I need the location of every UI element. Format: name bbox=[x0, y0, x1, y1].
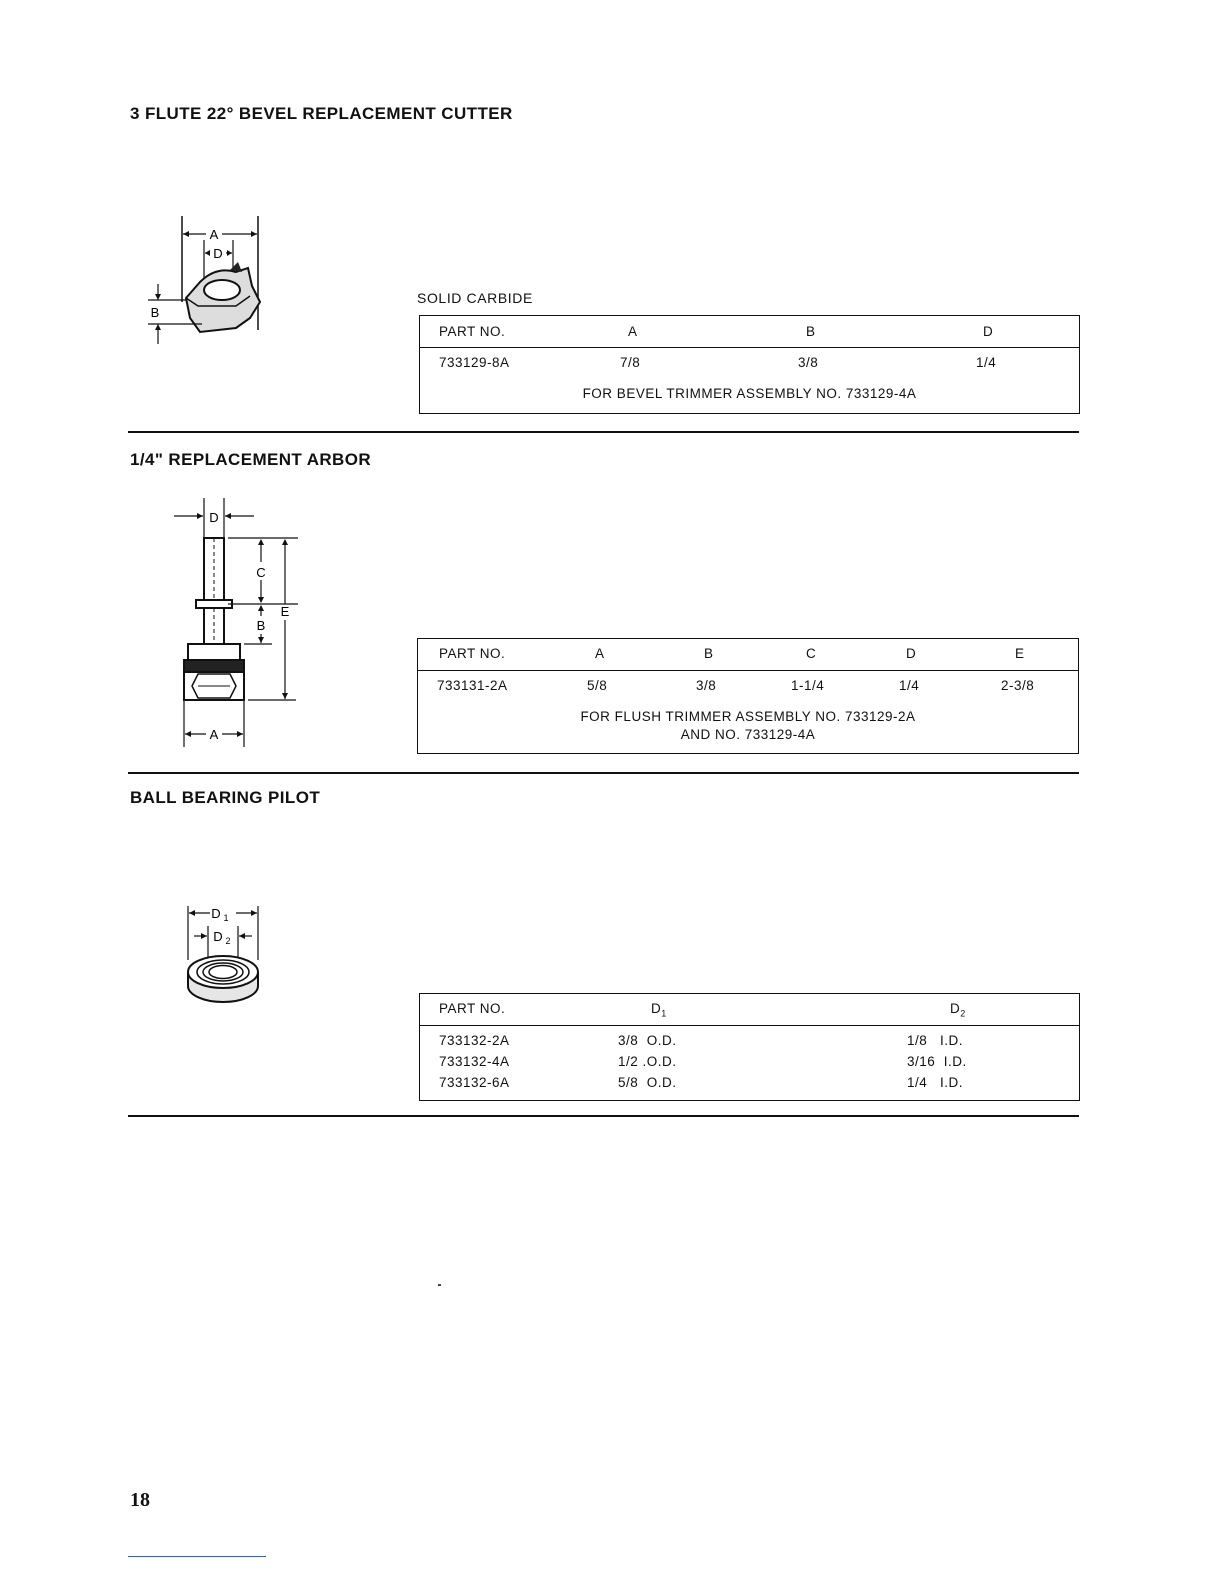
header-d1-letter: D bbox=[651, 1001, 662, 1016]
header-d2-letter: D bbox=[950, 1001, 961, 1016]
table-header bbox=[418, 639, 1078, 671]
pilot-dim-d2: D bbox=[213, 929, 223, 944]
cutter-dim-d: D bbox=[213, 246, 223, 261]
arbor-section-title: 1/4" REPLACEMENT ARBOR bbox=[130, 450, 372, 469]
cell-a: 5/8 bbox=[587, 678, 608, 693]
arbor-note-line1: FOR FLUSH TRIMMER ASSEMBLY NO. 733129-2A bbox=[580, 709, 916, 724]
header-c: C bbox=[806, 646, 817, 661]
header-d1 bbox=[651, 1001, 667, 1019]
table-row-1-d1: 3/8 O.D. bbox=[618, 1033, 677, 1048]
cell-d: 1/4 bbox=[976, 355, 997, 370]
arbor-dim-e: E bbox=[280, 604, 290, 619]
cell-b: 3/8 bbox=[798, 355, 819, 370]
pilot-section-title: BALL BEARING PILOT bbox=[130, 788, 321, 807]
header-d1-subscript: 1 bbox=[661, 1008, 667, 1019]
arbor-diagram bbox=[168, 492, 308, 752]
pilot-diagram bbox=[178, 900, 278, 1010]
arbor-note-line2: AND NO. 733129-4A bbox=[680, 727, 816, 742]
header-a: A bbox=[628, 324, 638, 339]
header-part-no: PART NO. bbox=[439, 324, 506, 339]
cutter-caption: SOLID CARBIDE bbox=[417, 290, 533, 306]
cutter-dim-a: A bbox=[209, 227, 219, 242]
header-e: E bbox=[1015, 646, 1025, 661]
cell-a: 7/8 bbox=[620, 355, 641, 370]
arbor-table bbox=[417, 638, 1079, 754]
section-divider bbox=[128, 1115, 1079, 1117]
pilot-dim-d1-sub: 1 bbox=[223, 913, 229, 923]
pilot-table bbox=[419, 993, 1080, 1101]
table-row-3-part-no: 733132-6A bbox=[439, 1075, 510, 1090]
cutter-diagram bbox=[140, 210, 280, 350]
header-d: D bbox=[983, 324, 994, 339]
arbor-dim-b: B bbox=[256, 618, 266, 633]
table-row-2-d1: 1/2 .O.D. bbox=[618, 1054, 677, 1069]
cell-d: 1/4 bbox=[899, 678, 920, 693]
pilot-dim-d2-sub: 2 bbox=[225, 936, 231, 946]
table-row-3-d2: 1/4 I.D. bbox=[907, 1075, 964, 1090]
table-row-2-d2: 3/16 I.D. bbox=[907, 1054, 967, 1069]
arbor-dim-d: D bbox=[209, 510, 219, 525]
cutter-table bbox=[419, 315, 1080, 414]
table-row-1-part-no: 733132-2A bbox=[439, 1033, 510, 1048]
table-header bbox=[420, 316, 1079, 348]
cutter-note: FOR BEVEL TRIMMER ASSEMBLY NO. 733129-4A bbox=[582, 386, 917, 401]
scan-speck bbox=[438, 1284, 441, 1286]
cell-part-no: 733129-8A bbox=[439, 355, 510, 370]
header-d: D bbox=[906, 646, 917, 661]
table-row-2-part-no: 733132-4A bbox=[439, 1054, 510, 1069]
table-row-3-d1: 5/8 O.D. bbox=[618, 1075, 677, 1090]
header-part-no: PART NO. bbox=[439, 1001, 506, 1016]
cutter-section-title: 3 FLUTE 22° BEVEL REPLACEMENT CUTTER bbox=[130, 104, 513, 123]
table-row-1-d2: 1/8 I.D. bbox=[907, 1033, 964, 1048]
header-d2 bbox=[950, 1001, 966, 1019]
section-divider bbox=[128, 772, 1079, 774]
footer-link-underline bbox=[128, 1556, 266, 1557]
page-number: 18 bbox=[130, 1489, 150, 1511]
header-part-no: PART NO. bbox=[439, 646, 506, 661]
header-b: B bbox=[704, 646, 714, 661]
arbor-dim-a: A bbox=[209, 727, 219, 742]
cell-part-no: 733131-2A bbox=[437, 678, 508, 693]
cutter-dim-b: B bbox=[150, 305, 160, 320]
cell-c: 1-1/4 bbox=[791, 678, 825, 693]
cell-e: 2-3/8 bbox=[1001, 678, 1035, 693]
cell-b: 3/8 bbox=[696, 678, 717, 693]
arbor-dim-c: C bbox=[256, 565, 266, 580]
header-d2-subscript: 2 bbox=[960, 1008, 966, 1019]
section-divider bbox=[128, 431, 1079, 433]
pilot-dim-d1: D bbox=[211, 906, 221, 921]
table-header bbox=[420, 994, 1079, 1026]
header-a: A bbox=[595, 646, 605, 661]
header-b: B bbox=[806, 324, 816, 339]
